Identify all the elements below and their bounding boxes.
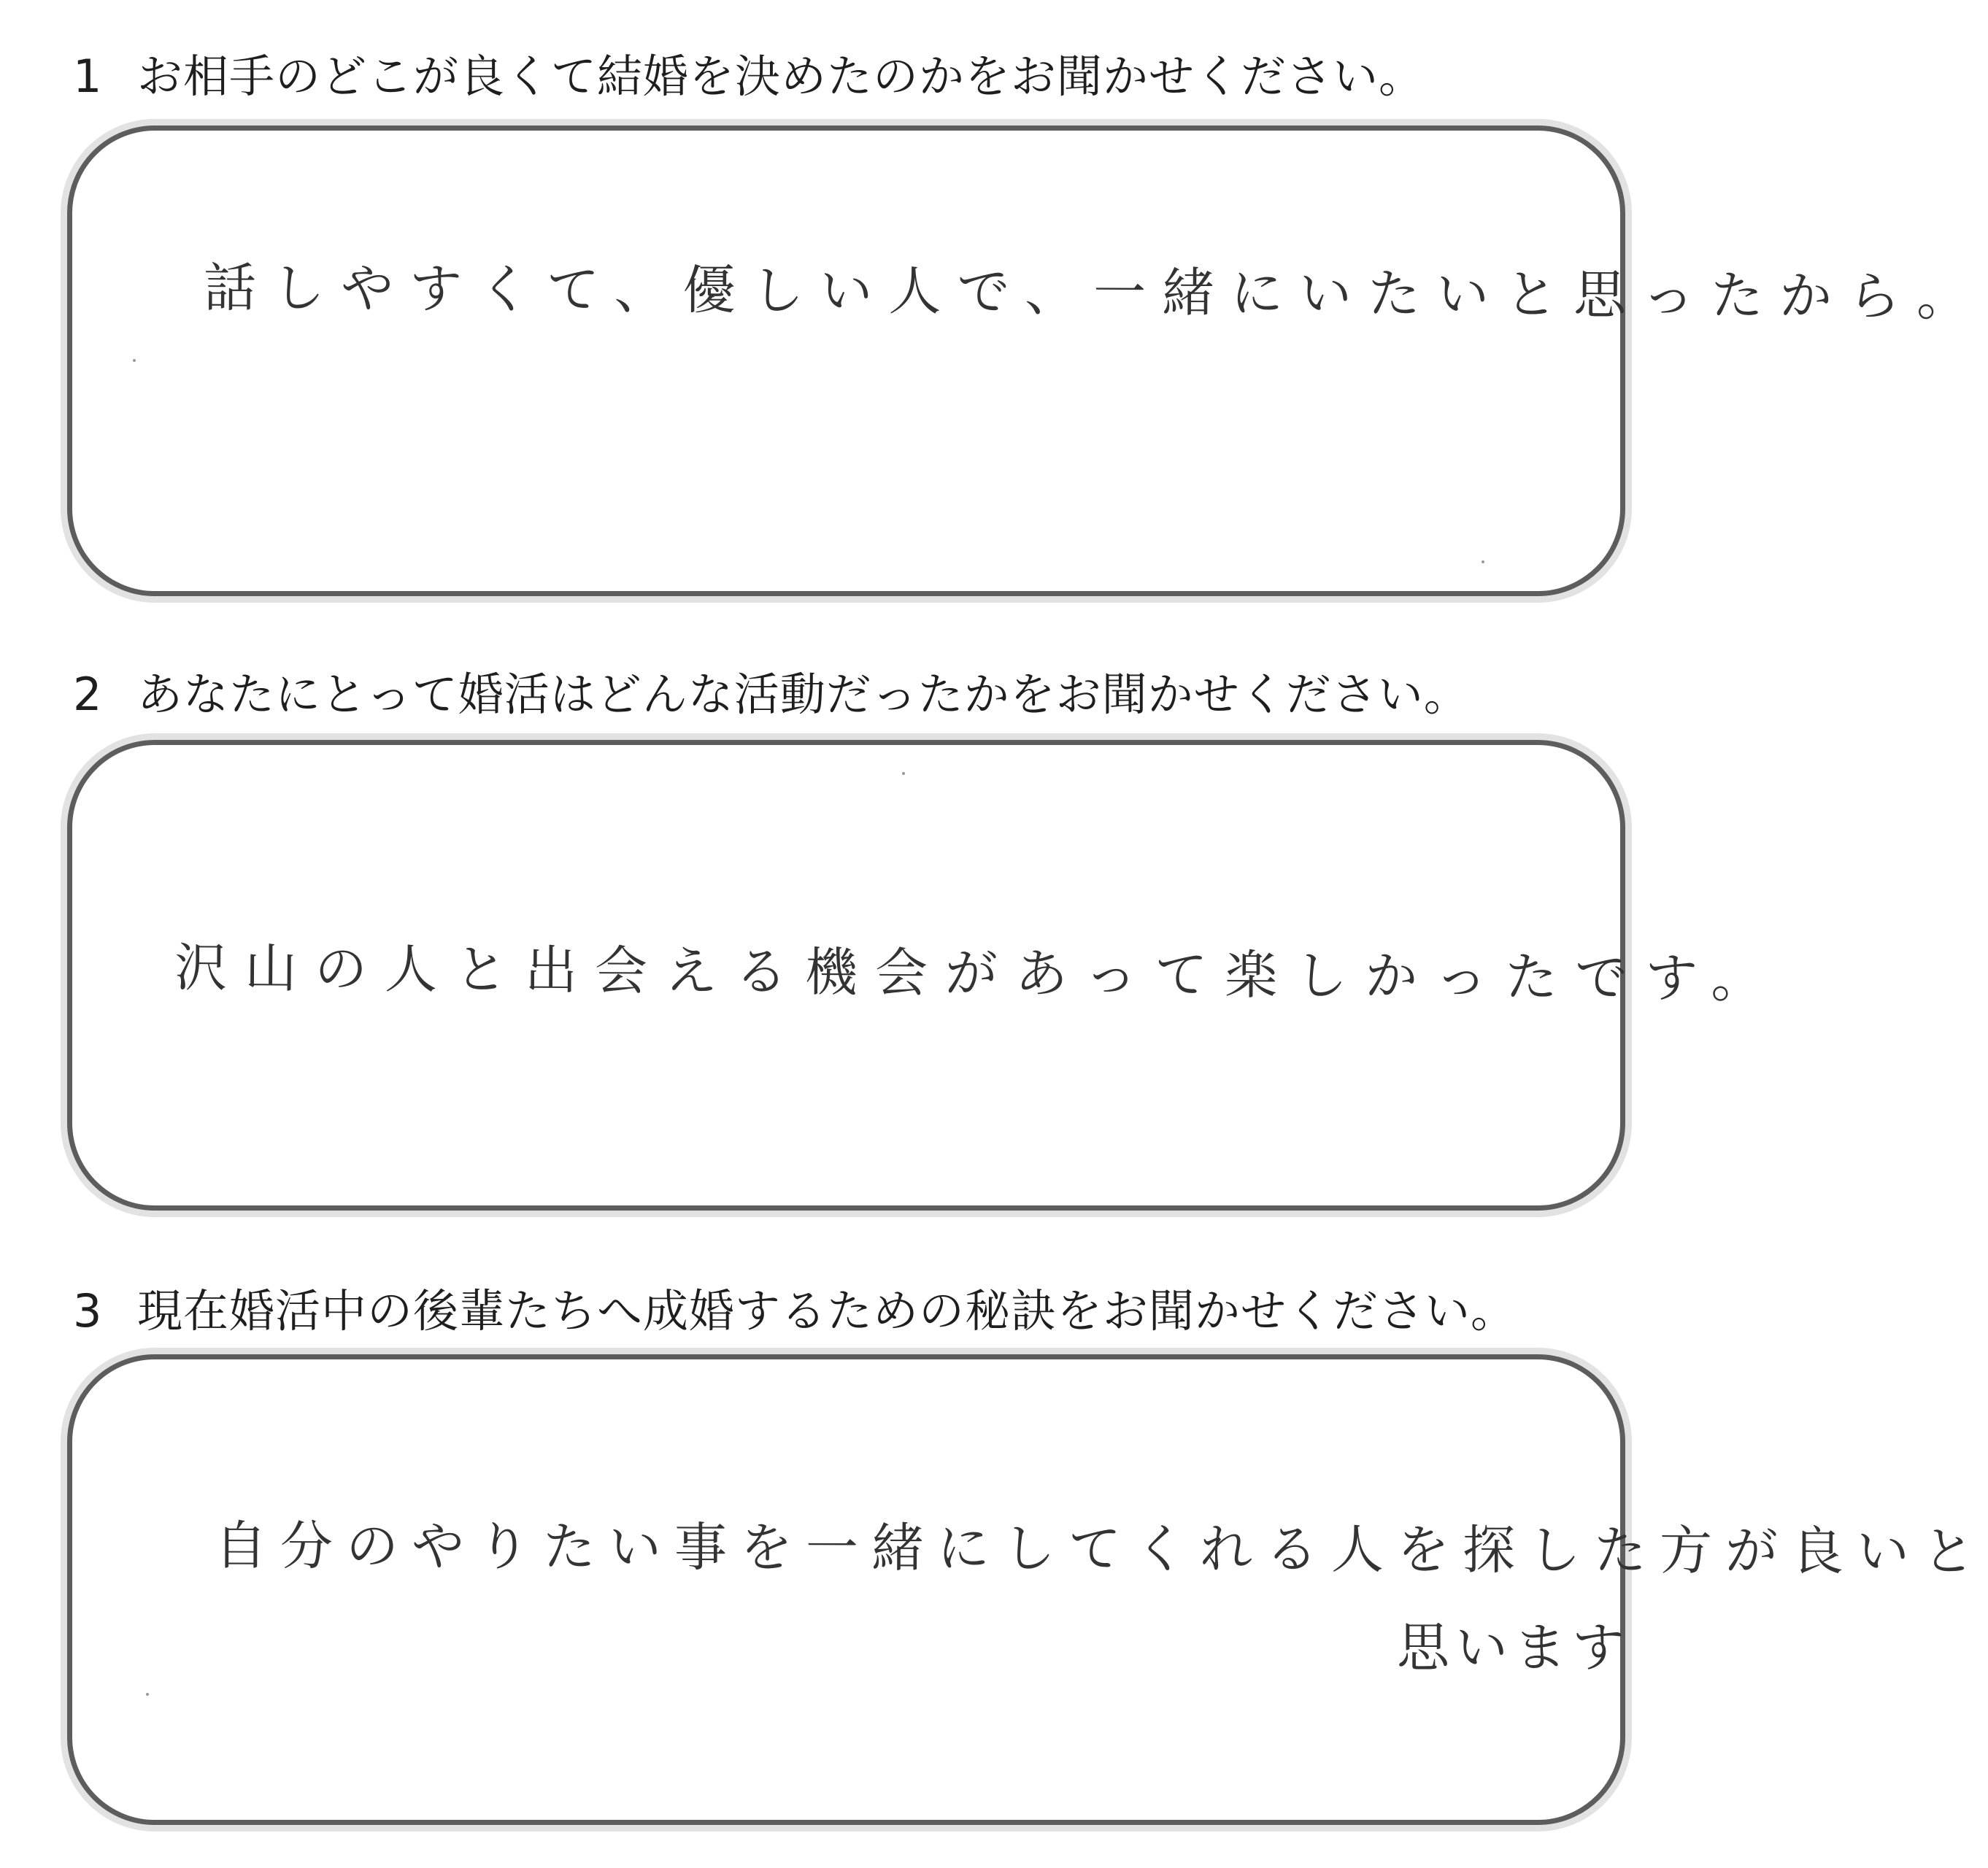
question-3-heading <box>73 1282 1517 1340</box>
scan-speck <box>902 772 905 775</box>
question-1-number: 1 <box>73 50 103 103</box>
question-2-text: あなたにとって婚活はどんな活動だったかをお聞かせください。 <box>137 668 1470 721</box>
answer-3-handwriting-line-1: 自分のやりたい事を一緒にしてくれる人を探した方が良いと <box>214 1515 1988 1583</box>
answer-2-handwriting: 沢山の人と出会える機会があって楽しかったです。 <box>174 937 1781 1010</box>
question-3-number: 3 <box>73 1284 103 1338</box>
scan-speck <box>1482 560 1484 563</box>
question-3-text: 現在婚活中の後輩たちへ成婚するための秘訣をお聞かせください。 <box>137 1284 1517 1338</box>
question-1-text: お相手のどこが良くて結婚を決めたのかをお聞かせください。 <box>137 50 1425 103</box>
answer-3-handwriting-line-2: 思います <box>1397 1617 1631 1678</box>
scan-speck <box>133 359 136 362</box>
answer-1-handwriting: 話しやすくて、優しい人で、一緒にいたいと思ったから。 <box>203 257 1986 328</box>
answer-box-3 <box>67 1354 1988 1825</box>
question-2-heading <box>73 665 1470 724</box>
answer-box-1 <box>67 126 1986 596</box>
answer-box-2 <box>67 740 1781 1211</box>
question-2-number: 2 <box>73 668 103 721</box>
question-1-heading <box>73 47 1425 106</box>
scan-speck <box>146 1693 149 1696</box>
